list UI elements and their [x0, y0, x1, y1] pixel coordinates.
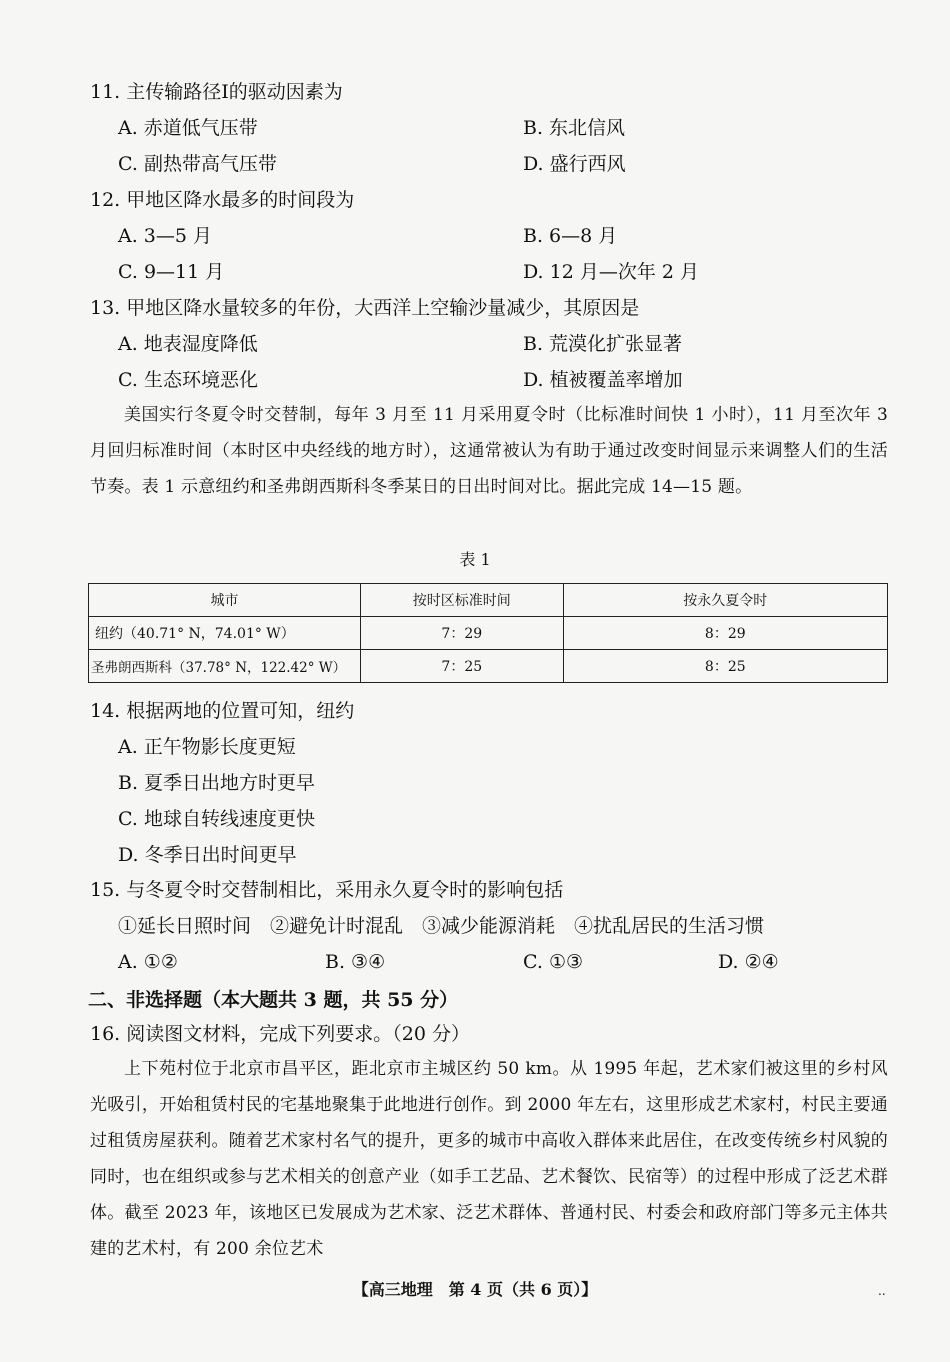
page-footer: 【高三地理 第 4 页（共 6 页）】: [352, 1280, 598, 1299]
q14-option-a: A. 正午物影长度更短: [118, 736, 296, 758]
section-heading: 二、非选择题（本大题共 3 题，共 55 分）: [88, 989, 459, 1011]
table-row: [89, 650, 888, 683]
table-row: [89, 617, 888, 650]
passage-art-village: [90, 1051, 888, 1267]
q14-option-b: B. 夏季日出地方时更早: [118, 772, 316, 794]
q12-option-b: B. 6—8 月: [523, 225, 618, 247]
q11-stem: 11. 主传输路径Ⅰ的驱动因素为: [90, 81, 343, 103]
passage-art-village-text: 上下苑村位于北京市昌平区，距北京市主城区约 50 km。从 1995 年起，艺术家们被这里的乡村风光吸引，开始租赁村民的宅基地聚集于此地进行创作。到 2000 年左右，这里形成艺术家村，村民主要通过租赁房屋获利。随着艺术家村名气的提升，更多的城市中高收入群体来此居住，在改变传统乡村风貌的同时，也在组织或参与艺术相关的创意产业（如手工艺品、艺术餐饮、民宿等）的过程中形成了泛艺术群体。截至 2023 年，该地区已发展成为艺术家、泛艺术群体、普通村民、村委会和政府部门等多元主体共建的艺术村，有 200 余位艺术: [90, 1059, 888, 1259]
q11-option-d: D. 盛行西风: [523, 153, 626, 175]
q11-option-b: B. 东北信风: [523, 117, 626, 139]
q13-option-a: A. 地表湿度降低: [118, 333, 258, 355]
q15-items: ①延长日照时间 ②避免计时混乱 ③减少能源消耗 ④扰乱居民的生活习惯: [118, 915, 765, 937]
table1: [88, 583, 888, 683]
table1-cell-dst: 8：29: [563, 617, 887, 650]
q13-option-b: B. 荒漠化扩张显著: [523, 333, 683, 355]
corner-mark: ..: [878, 1284, 886, 1298]
q15-stem: 15. 与冬夏令时交替制相比，采用永久夏令时的影响包括: [90, 879, 564, 901]
q15-option-a: A. ①②: [118, 951, 178, 973]
q12-option-c: C. 9—11 月: [118, 261, 225, 283]
q13-option-d: D. 植被覆盖率增加: [523, 369, 683, 391]
table1-cell-standard: 7：25: [360, 650, 563, 683]
passage-dst: [90, 397, 888, 505]
table1-header-dst: 按永久夏令时: [563, 584, 887, 617]
table1-cell-city: 纽约（40.71° N，74.01° W）: [89, 617, 361, 650]
passage-dst-text: 美国实行冬夏令时交替制，每年 3 月至 11 月采用夏令时（比标准时间快 1 小时），11 月至次年 3 月回归标准时间（本时区中央经线的地方时），这通常被认为有助于通过改变时间显示来调整人们的生活节奏。表 1 示意纽约和圣弗朗西斯科冬季某日的日出时间对比。据此完成 14—15 题。: [90, 405, 888, 497]
q11-option-c: C. 副热带高气压带: [118, 153, 277, 175]
q16-stem: 16. 阅读图文材料，完成下列要求。（20 分）: [90, 1023, 470, 1045]
q13-option-c: C. 生态环境恶化: [118, 369, 258, 391]
q12-option-d: D. 12 月—次年 2 月: [523, 261, 700, 283]
table1-caption: 表 1: [459, 550, 491, 569]
q14-option-d: D. 冬季日出时间更早: [118, 844, 297, 866]
q14-stem: 14. 根据两地的位置可知，纽约: [90, 700, 355, 722]
q12-option-a: A. 3—5 月: [118, 225, 213, 247]
q15-option-d: D. ②④: [718, 951, 779, 973]
q11-option-a: A. 赤道低气压带: [118, 117, 258, 139]
q14-option-c: C. 地球自转线速度更快: [118, 808, 315, 830]
q13-stem: 13. 甲地区降水量较多的年份，大西洋上空输沙量减少，其原因是: [90, 297, 640, 319]
table1-cell-city: 圣弗朗西斯科（37.78° N，122.42° W）: [89, 650, 361, 683]
table1-cell-standard: 7：29: [360, 617, 563, 650]
table1-header-row: [89, 584, 888, 617]
q15-option-b: B. ③④: [325, 951, 386, 973]
table1-cell-dst: 8：25: [563, 650, 887, 683]
table1-header-city: 城市: [89, 584, 361, 617]
q15-option-c: C. ①③: [523, 951, 584, 973]
q12-stem: 12. 甲地区降水最多的时间段为: [90, 189, 355, 211]
table1-header-standard: 按时区标准时间: [360, 584, 563, 617]
